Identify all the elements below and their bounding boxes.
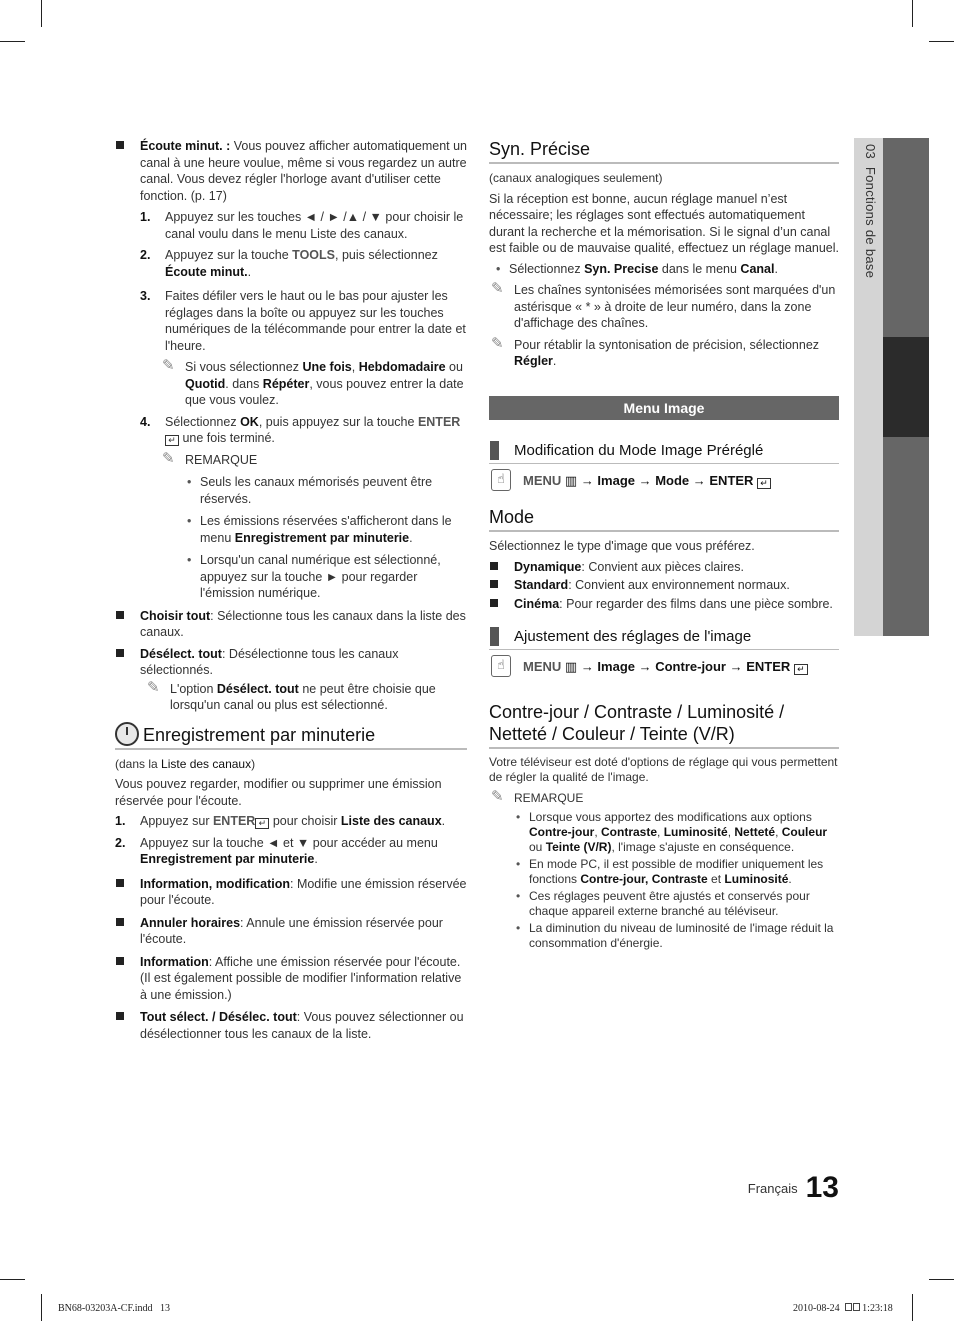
menu-path: ☝ MENU ▥ → Image → Contre-jour → ENTER ↵ (489, 659, 839, 677)
page-number: 13 (805, 1171, 839, 1204)
remarque-item: • La diminution du niveau de luminosité de l'image réduit la consommation d'énergie. (514, 921, 839, 951)
mode-item: Dynamique: Convient aux pièces claires. (489, 559, 839, 576)
remarque-heading: ✎ REMARQUE (162, 448, 258, 467)
enregistrement-heading: Enregistrement par minuterie (115, 722, 467, 750)
ecoute-item: Écoute minut. : Vous pouvez afficher automatiquement un canal à une heure voulue, même si vous regardez un autre canal. Vous devez régler l'horloge avant d'utiliser cette fonction. (p. 17) (115, 138, 467, 204)
enreg-item: Annuler horaires: Annule une émission réservée pour l'écoute. (115, 915, 467, 948)
enreg-step-2: 2. Appuyez sur la touche ◄ et ▼ pour accéder au menu Enregistrement par minuterie. (115, 835, 438, 866)
crop-mark (912, 1294, 913, 1321)
mode-item: Cinéma: Pour regarder des films dans une pièce sombre. (489, 596, 839, 613)
syn-intro: Si la réception est bonne, aucun réglage manuel n’est nécessaire; les réglages sont effectués automatiquement durant la recherche et la mémorisation. Si le signal d’un canal est faible ou de mauvaise qualité, effectuez un réglage manuel. (489, 191, 839, 255)
remarque-item: • En mode PC, il est possible de modifier uniquement les fonctions Contre-jour, Contraste et Luminosité. (514, 857, 839, 887)
note-pencil-icon: ✎ (147, 677, 160, 696)
step-3: 3. Faites défiler vers le haut ou le bas pour ajuster les réglages dans la boîte ou appuyez sur les touches numériques de la télécommande pour entrer la date et l'heure. (140, 289, 466, 353)
chapter-tab-active (883, 337, 929, 437)
timer-icon (115, 722, 139, 746)
crop-mark (929, 41, 954, 42)
syn-precise-heading: Syn. Précise (489, 138, 839, 164)
choisir-tout-item: Choisir tout: Sélectionne tous les canaux dans la liste des canaux. (115, 608, 467, 641)
crop-mark (0, 1279, 25, 1280)
enter-icon: ↵ (165, 435, 179, 446)
chapter-side-tab (854, 138, 883, 636)
crop-mark (912, 0, 913, 27)
chapter-tab-bottom (883, 437, 929, 636)
mode-item: Standard: Convient aux environnement normaux. (489, 577, 839, 594)
menu-icon: ▥ (564, 473, 578, 489)
left-column (115, 138, 467, 1047)
step-4: 4. Sélectionnez OK, puis appuyez sur la touche ENTER ↵ une fois terminé. (140, 414, 461, 445)
step-1: 1. Appuyez sur les touches ◄ / ► /▲ / ▼ pour choisir le canal voulu dans le menu Liste des canaux. (140, 210, 464, 241)
step3-note: ✎ Si vous sélectionnez Une fois, Hebdomadaire ou Quotid. dans Répéter, vous pouvez entrer la date que vous voulez. (162, 356, 464, 407)
remarque-item: • Lorsque vous apportez des modifications aux options Contre-jour, Contraste, Luminosité, Netteté, Couleur ou Teinte (V/R), l'image s'ajuste en conséquence. (514, 810, 839, 855)
note-pencil-icon: ✎ (162, 448, 175, 467)
menu-image-banner: Menu Image (489, 396, 839, 420)
mode-intro: Sélectionnez le type d'image que vous préférez. (489, 539, 755, 553)
menu-icon: ▥ (564, 660, 578, 675)
crop-mark (929, 1279, 954, 1280)
enreg-step-1: 1. Appuyez sur ENTER ↵ pour choisir Liste des canaux. (115, 814, 446, 828)
step-2: 2. Appuyez sur la touche TOOLS, puis sélectionnez Écoute minut.. (140, 248, 438, 279)
enreg-item: Information: Affiche une émission réservée pour l'écoute. (Il est également possible de modifier l'information relative à une émission.) (115, 954, 467, 1004)
ajust-heading: Ajustement des réglages de l'image (489, 625, 839, 650)
enreg-item: Tout sélect. / Désélec. tout: Vous pouvez sélectionner ou désélectionner tous les canaux de la liste. (115, 1009, 467, 1042)
remote-hand-icon: ☝ (491, 469, 511, 491)
modif-mode-heading: Modification du Mode Image Préréglé (489, 439, 839, 464)
enreg-context: (dans la Liste des canaux) (115, 756, 256, 771)
print-slug-file: BN68-03203A-CF.indd 13 (58, 1303, 170, 1314)
remarque-item: • Les émissions réservées s'afficheront dans le menu Enregistrement par minuterie. (185, 513, 467, 546)
enter-icon: ↵ (255, 818, 269, 829)
enreg-item: Information, modification: Modifie une émission réservée pour l'écoute. (115, 876, 467, 909)
chapter-label: 03 Fonctions de base (863, 144, 878, 279)
contre-intro: Votre téléviseur est doté d'options de réglage qui vous permettent de régler la qualité de l'image. (489, 754, 838, 784)
menu-path: ☝ MENU ▥ → Image → Mode → ENTER ↵ (489, 473, 839, 491)
crop-mark (0, 41, 25, 42)
deselect-note: ✎ L'option Désélect. tout ne peut être choisie que lorsqu'un canal ou plus est sélectionné. (147, 677, 436, 712)
enreg-intro: Vous pouvez regarder, modifier ou supprimer une émission réservée pour l'écoute. (115, 777, 442, 808)
remote-hand-icon: ☝ (491, 655, 511, 677)
syn-note: ✎ Les chaînes syntonisées mémorisées sont marquées d'un astérisque « * » à droite de leur numéro, dans la zone d'affichage des chaînes. (491, 279, 836, 330)
note-pencil-icon: ✎ (162, 356, 175, 374)
right-column (489, 138, 839, 953)
contre-jour-heading: Contre-jour / Contraste / Luminosité / Netteté / Couleur / Teinte (V/R) (489, 701, 839, 749)
remarque-item: • Ces réglages peuvent être ajustés et conservés pour chaque appareil externe branché au téléviseur. (514, 889, 839, 919)
note-pencil-icon: ✎ (491, 279, 504, 297)
crop-mark (41, 0, 42, 27)
enter-icon: ↵ (757, 478, 771, 489)
print-slug-date: 2010-08-24 1:23:18 (793, 1303, 893, 1314)
language-label: Français (747, 1181, 798, 1196)
crop-mark (41, 1294, 42, 1321)
page-footer (747, 1171, 839, 1204)
note-pencil-icon: ✎ (491, 333, 504, 352)
remarque-item: • Lorsqu'un canal numérique est sélectionné, appuyez sur la touche ► pour regarder l'émission numérique. (185, 552, 467, 602)
syn-bullet: • Sélectionnez Syn. Precise dans le menu Canal. (494, 261, 839, 278)
enter-icon: ↵ (794, 664, 808, 675)
deselect-tout-item: Désélect. tout: Désélectionne tous les canaux sélectionnés. (115, 646, 467, 679)
remarque-heading: ✎ REMARQUE (491, 786, 584, 805)
mode-heading: Mode (489, 506, 839, 532)
syn-note: ✎ Pour rétablir la syntonisation de précision, sélectionnez Régler. (491, 333, 820, 368)
chapter-tab-top (883, 138, 929, 337)
remarque-item: • Seuls les canaux mémorisés peuvent être réservés. (185, 474, 467, 507)
note-pencil-icon: ✎ (491, 786, 504, 805)
syn-context: (canaux analogiques seulement) (489, 171, 663, 185)
